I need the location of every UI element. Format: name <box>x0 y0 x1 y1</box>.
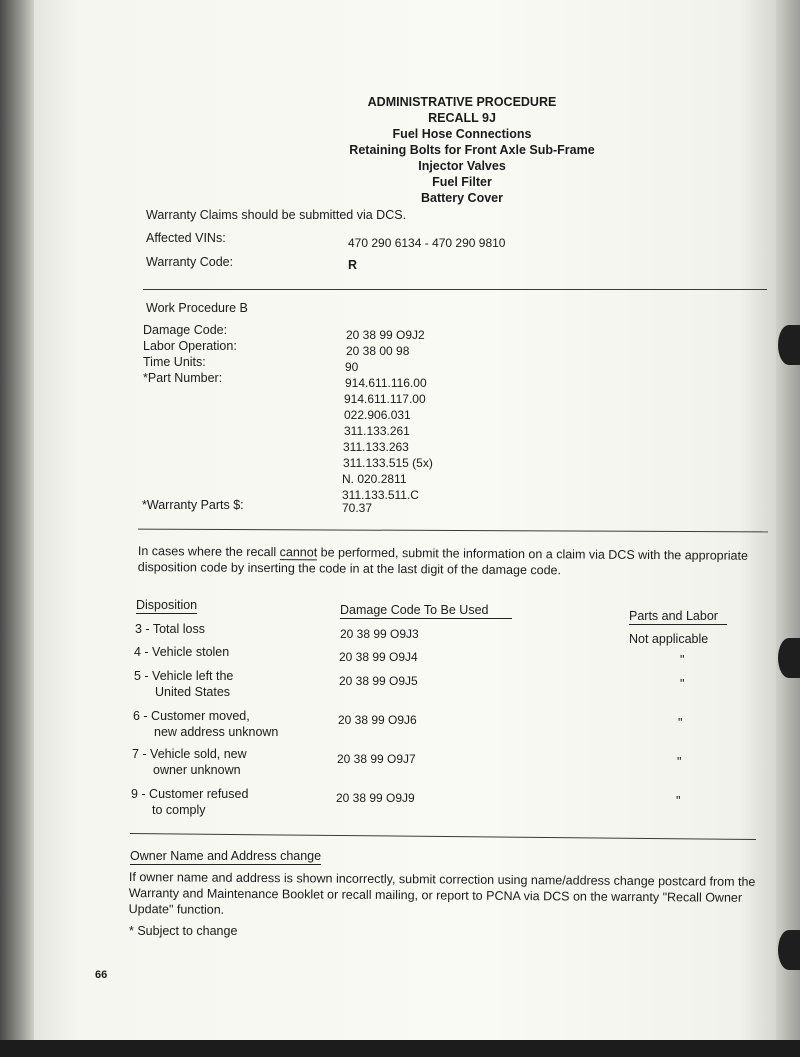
divider <box>143 289 767 290</box>
disposition-cell: 7 - Vehicle sold, new <box>132 747 247 761</box>
part-number: 311.133.261 <box>344 424 410 438</box>
time-units-value: 90 <box>345 360 359 374</box>
damage-code-cell: 20 38 99 O9J6 <box>338 713 417 727</box>
disposition-cell-continued: to comply <box>152 803 206 817</box>
damage-code-cell: 20 38 99 O9J3 <box>340 627 419 641</box>
header-line: Fuel Filter <box>432 175 492 189</box>
part-number: 914.611.117.00 <box>344 392 426 406</box>
index-tab <box>778 930 800 970</box>
footnote: * Subject to change <box>129 924 238 938</box>
cannot-perform-notice <box>138 543 768 580</box>
warranty-parts-cost-label: *Warranty Parts $: <box>142 498 244 512</box>
time-units-label: Time Units: <box>143 355 206 369</box>
damage-code-cell: 20 38 99 O9J5 <box>339 674 418 688</box>
header-line: Retaining Bolts for Front Axle Sub-Frame <box>349 143 595 157</box>
damage-code-label: Damage Code: <box>143 323 228 337</box>
damage-code-value: 20 38 99 O9J2 <box>346 328 425 342</box>
parts-labor-cell: " <box>680 677 685 691</box>
disposition-cell: 4 - Vehicle stolen <box>134 645 230 659</box>
disposition-cell-continued: United States <box>155 685 231 699</box>
claims-note: Warranty Claims should be submitted via DCS. <box>146 208 407 222</box>
damage-code-cell: 20 38 99 O9J4 <box>339 650 418 664</box>
disposition-cell-continued: new address unknown <box>154 725 279 739</box>
part-number: N. 020.2811 <box>342 472 407 486</box>
part-number: 311.133.263 <box>343 440 409 454</box>
owner-update-heading: Owner Name and Address change <box>130 849 322 863</box>
book-spine <box>0 0 36 1057</box>
header-line: RECALL 9J <box>428 111 496 125</box>
column-header-parts-labor: Parts and Labor <box>629 609 727 625</box>
damage-code-cell: 20 38 99 O9J7 <box>337 752 416 766</box>
disposition-cell: 3 - Total loss <box>135 622 205 636</box>
notice-emphasis: cannot <box>279 545 318 560</box>
header-line: Battery Cover <box>421 191 503 205</box>
part-number: 022.906.031 <box>344 408 411 422</box>
header-line: Fuel Hose Connections <box>392 127 532 141</box>
damage-code-cell: 20 38 99 O9J9 <box>336 791 415 805</box>
page-edge <box>776 0 800 1057</box>
page-number: 66 <box>95 969 108 981</box>
column-header-damage-code: Damage Code To Be Used <box>340 603 512 619</box>
notice-text: In cases where the recall <box>137 543 280 560</box>
labor-operation-value: 20 38 00 98 <box>346 344 410 358</box>
disposition-cell: 5 - Vehicle left the <box>134 669 234 683</box>
part-number: 311.133.511.C <box>342 488 419 502</box>
parts-labor-cell: " <box>677 755 682 769</box>
header-line: Injector Valves <box>418 159 506 173</box>
work-procedure-heading: Work Procedure B <box>146 301 248 315</box>
part-number-label: *Part Number: <box>143 371 223 385</box>
warranty-code-label: Warranty Code: <box>146 255 234 269</box>
parts-labor-cell: " <box>678 716 683 730</box>
warranty-parts-cost-value: 70.37 <box>342 501 373 515</box>
parts-labor-cell: Not applicable <box>629 632 709 646</box>
owner-update-text: If owner name and address is shown incorrectly, submit correction using name/address change postcard from the Warranty and Maintenance Booklet or recall mailing, or report to PCNA via DCS on the warranty "Recall Owner Update" function. <box>128 869 756 917</box>
parts-labor-cell: " <box>680 653 685 667</box>
warranty-code-value: R <box>348 258 358 272</box>
column-header-disposition: Disposition <box>136 598 198 612</box>
part-number: 311.133.515 (5x) <box>343 456 433 470</box>
index-tab <box>778 638 800 678</box>
vins-label: Affected VINs: <box>146 231 226 245</box>
scan-bottom-edge <box>0 1040 800 1057</box>
header-line: ADMINISTRATIVE PROCEDURE <box>367 95 557 109</box>
index-tab <box>778 325 800 365</box>
parts-labor-cell: " <box>676 794 681 808</box>
notice-text: be performed, submit the information on a claim via DCS with the appropriate disposition code by inserting the code in at the last digit of the damage code. <box>137 545 749 578</box>
labor-operation-label: Labor Operation: <box>143 339 237 353</box>
disposition-cell: 9 - Customer refused <box>131 787 249 801</box>
disposition-cell: 6 - Customer moved, <box>133 709 250 723</box>
part-number: 914.611.116.00 <box>345 376 427 390</box>
vins-value: 470 290 6134 - 470 290 9810 <box>348 236 506 250</box>
disposition-cell-continued: owner unknown <box>153 763 241 777</box>
